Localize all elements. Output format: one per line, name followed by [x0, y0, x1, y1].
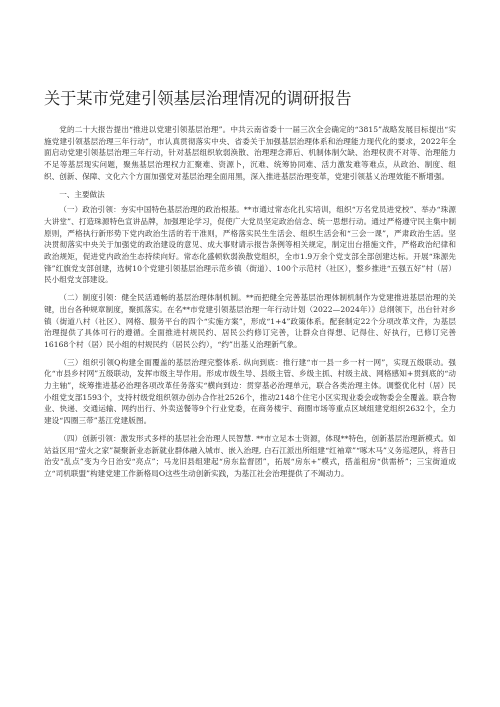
body-paragraph-innovation: （四）创新引领：激发形式多样的基层社会治理人民智慧. **市立足本士资源，体现**特色，创新基层治理新模式。如站益区用“萤火之家”凝聚新业态新就业群体融入城市、嵌入治理, 白石江派出所组建“红袖章”“啄木马”义务巡逻队，将昔日治安“乱点”变为今日治安“亮点”；马龙旧县组建起“房东监督团”，拓展“房东+”模式，搭盖租房“供需桥”；三宝街道成立“司机联盟”构建党建工作新格局O这些生动创新实践，为基江社会治理提供了不竭动力。: [44, 433, 456, 478]
body-paragraph-organizational: （三）组织引领Q构建全面覆盖的基层治理完整体系. 纵向到底：推行建“市一县一乡一村一网”，实现五级联动。强化“市县乡村网”五级联动，发挥市级主导作用。形成市级生导、县级主管、乡级主抓、村级主战、网格感知+贯到底的“动力主轴”，统筹推进基必治理各项改革任务落实“横向到边：贯穿基必治理单元，联合各类治理主体。调整优化村（居）民小组党支部1593个，支持村级党组织领办创办合作社2526个，推动2148个住宅小区实现业委会或物委会全覆盖。联合物业、快递、交通运输、网约出行、外卖送餐等9个行业党委，在商务楼宇、商圈市场等重点区域组建党组织2632个，全力建设“四圈三带”基江党建版图。: [44, 357, 456, 426]
section-heading: 一、主要做法: [59, 189, 105, 199]
body-paragraph-political: （一）政治引领：夯实中国特色基层治理的政治根基。**市通过常态化扎实培训，组织“万名党员进党校”、举办“珠源大讲堂”、打造珠源特色宣讲品牌，加强理论学习，促使广大党员坚定政治信念、统一思想行动。通过严格遵守民主集中制原则，严格执行新形势下党内政治生活的若干准则，严格落实民生生活会、组织生活会和“三会一课”，严肃政治生活。坚决贯彻落实中央关于加强党的政治建设的意见、成大事财请示报告条例等相关规定，制定出台措施文件，严格政治纪律和政治规矩，促进党内政治生态持续向好。常态化盛顿软弱涣散党组织，全市1.9万余个党支部全部创建达标。开展“珠源先锋”红旗党支部创建，选树10个党建引领基层治理示范乡镇（街道）、100个示范村（社区），整乡推进“五强五好”村（居）民小组党支部建设。: [44, 205, 456, 285]
intro-paragraph: 党的二十大报告提出“推进以党建引领基层治理”。中共云南省委十一届三次全会确定的“3815”战略发展目标提出“实施党建引领基层治理三年行动”，市认真贯彻落实中央、省委关于加强基层治理体系和治理能力现代化的要求，2022年全面启动党建引领基层治理三年行动，针对基层组织软弱涣散、治理理念滞后、机制体制欠缺、治理权责不对等、治理能力不足等基层现实问题，聚焦基层治理权力汇聚难、资源卜，沉难、统筹协同难、活力激发难等难点，从政治、制度、组织、创新、保障、文化六个方面加强党对基层治理全面用黑，深入推进基层治理变革，党建引领基乂治理效能不断增强。: [44, 125, 456, 181]
document-title: 关于某市党建引领基层治理情况的调研报告: [44, 89, 352, 108]
body-paragraph-institutional: （二）制度引领：健全民活通畅的基层治理体制机制。**而把健全完善基层治理体制机制作为党建推进基层治理的关键，出台各种规章制度，聚抓落实。在名**市党建引领基层治理一年行动计划（2022—2024年）》总纲领下，出台针对乡镇（街道八村（社区）、网格、服务平台的四个“实施方案”，形成“1+4”政策体系。配套制定22个分项改革文件，为基层治理提供了具体可行的遵循。全面推进村规民约、居民公约修订完善，让群众自得想、记得住、好执行，已修订完善16168个村（居）民小组的村规民约（居民公约），“约”出基乂治理新气象。: [44, 293, 456, 349]
